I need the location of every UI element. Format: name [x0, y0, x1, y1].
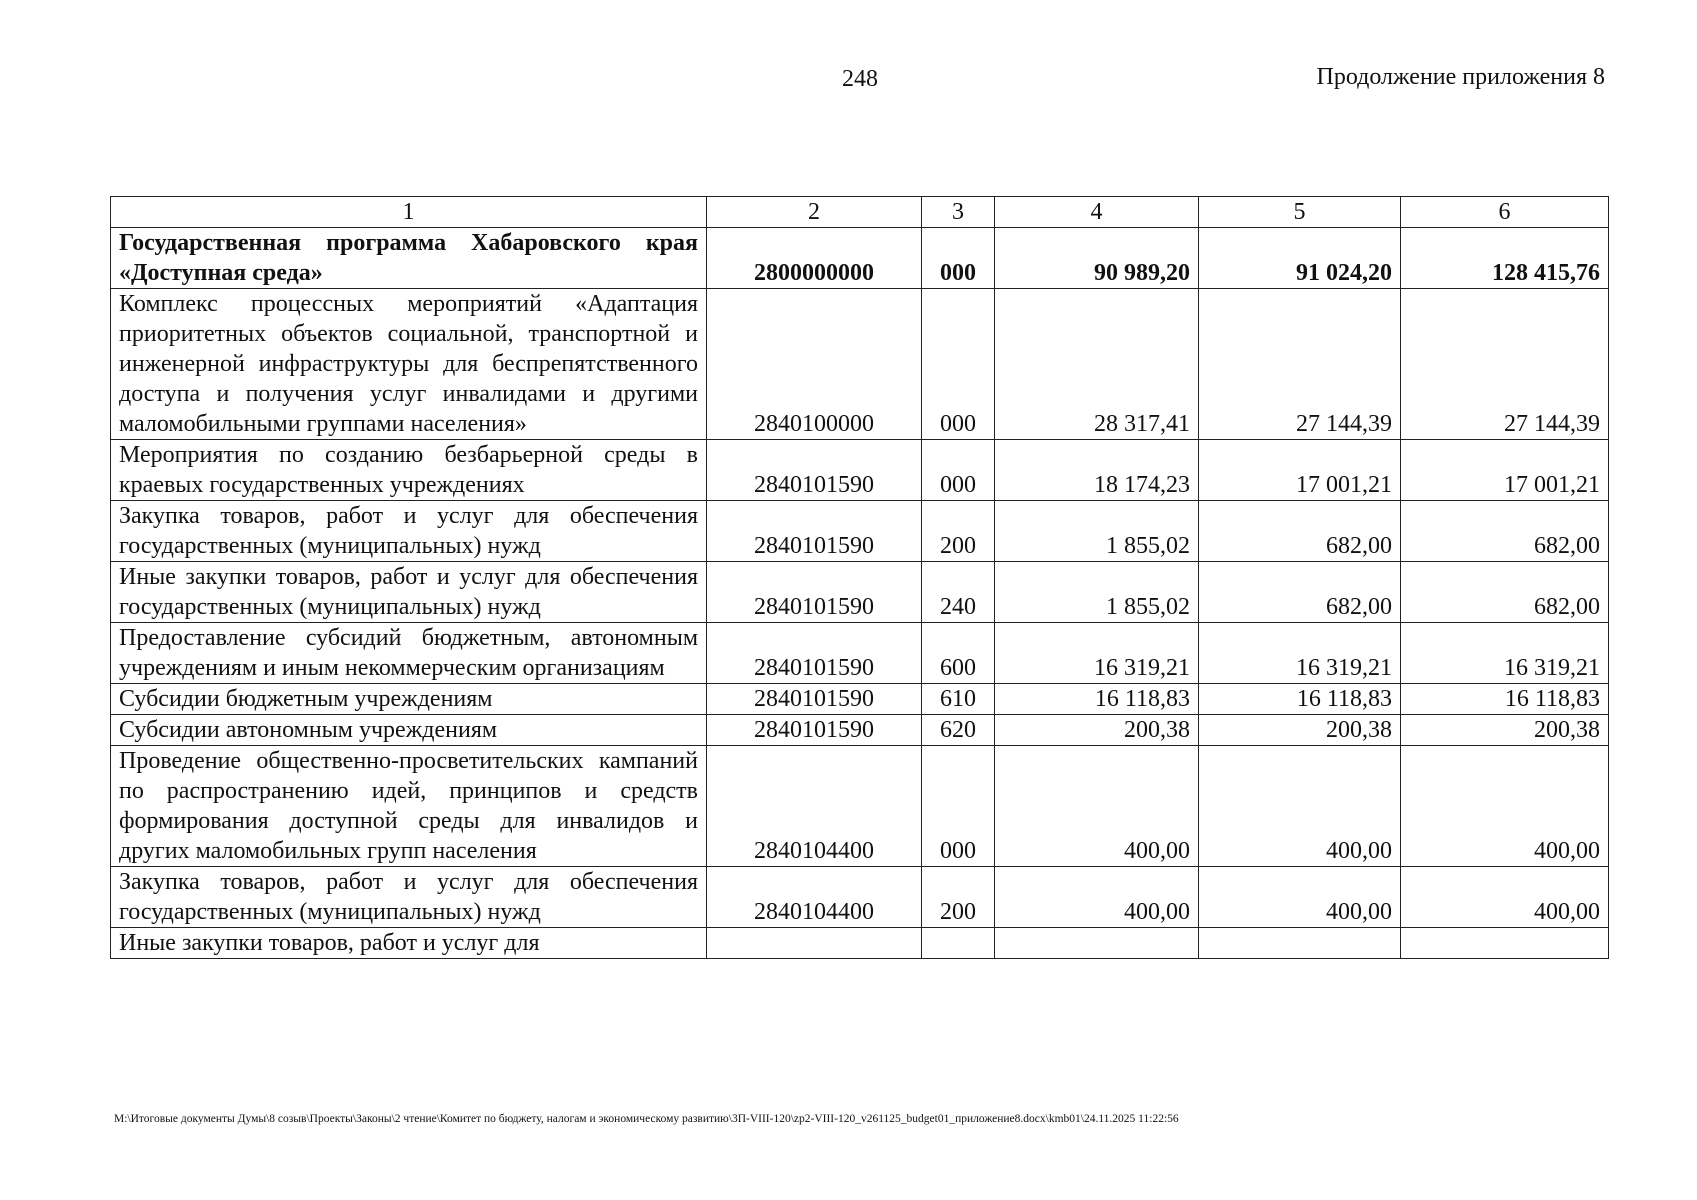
row-code: 2840101590: [707, 501, 922, 562]
row-kvr: 620: [922, 715, 995, 746]
table-row: [111, 289, 1609, 440]
row-value-5: 27 144,39: [1199, 289, 1401, 440]
column-number: 4: [995, 197, 1199, 228]
row-kvr: 600: [922, 623, 995, 684]
column-number: 1: [111, 197, 707, 228]
row-value-6: 200,38: [1401, 715, 1609, 746]
row-value-5: 17 001,21: [1199, 440, 1401, 501]
row-kvr: 200: [922, 867, 995, 928]
row-name: Субсидии автономным учреждениям: [111, 715, 707, 746]
row-value-6: 128 415,76: [1401, 228, 1609, 289]
table-row: [111, 928, 1609, 959]
row-value-4: 400,00: [995, 746, 1199, 867]
row-value-6: 682,00: [1401, 501, 1609, 562]
column-number: 3: [922, 197, 995, 228]
row-kvr: 000: [922, 228, 995, 289]
row-value-5: 682,00: [1199, 501, 1401, 562]
row-kvr: 200: [922, 501, 995, 562]
row-name: Закупка товаров, работ и услуг для обеспечения государственных (муниципальных) нужд: [111, 867, 707, 928]
row-code: 2840104400: [707, 746, 922, 867]
row-value-4: 90 989,20: [995, 228, 1199, 289]
table-row: [111, 228, 1609, 289]
row-value-4: 400,00: [995, 867, 1199, 928]
row-kvr: 610: [922, 684, 995, 715]
row-value-4: 1 855,02: [995, 501, 1199, 562]
row-name: Предоставление субсидий бюджетным, автономным учреждениям и иным некоммерческим организациям: [111, 623, 707, 684]
row-value-5: 16 319,21: [1199, 623, 1401, 684]
row-value-6: 400,00: [1401, 746, 1609, 867]
table-row: [111, 501, 1609, 562]
row-code: 2840101590: [707, 715, 922, 746]
row-value-5: [1199, 928, 1401, 959]
row-code: [707, 928, 922, 959]
row-value-4: 16 118,83: [995, 684, 1199, 715]
row-value-6: 17 001,21: [1401, 440, 1609, 501]
row-value-6: 16 319,21: [1401, 623, 1609, 684]
row-value-4: 18 174,23: [995, 440, 1199, 501]
row-name: Иные закупки товаров, работ и услуг для обеспечения государственных (муниципальных) нужд: [111, 562, 707, 623]
row-value-6: 27 144,39: [1401, 289, 1609, 440]
row-code: 2840100000: [707, 289, 922, 440]
row-value-5: 91 024,20: [1199, 228, 1401, 289]
row-name: Субсидии бюджетным учреждениям: [111, 684, 707, 715]
row-name: Проведение общественно-просветительских кампаний по распространению идей, принципов и средств формирования доступной среды для инвалидов и других маломобильных групп населения: [111, 746, 707, 867]
table-row: [111, 623, 1609, 684]
row-code: 2840101590: [707, 440, 922, 501]
row-code: 2840104400: [707, 867, 922, 928]
row-kvr: 000: [922, 440, 995, 501]
row-value-4: 200,38: [995, 715, 1199, 746]
row-value-4: 16 319,21: [995, 623, 1199, 684]
continuation-label: Продолжение приложения 8: [1316, 64, 1605, 90]
row-name: Иные закупки товаров, работ и услуг для: [111, 928, 707, 959]
column-number: 2: [707, 197, 922, 228]
row-kvr: 000: [922, 289, 995, 440]
row-kvr: 240: [922, 562, 995, 623]
row-value-5: 400,00: [1199, 867, 1401, 928]
row-value-4: 28 317,41: [995, 289, 1199, 440]
row-name: Закупка товаров, работ и услуг для обеспечения государственных (муниципальных) нужд: [111, 501, 707, 562]
row-kvr: [922, 928, 995, 959]
table-row: [111, 562, 1609, 623]
row-value-6: 682,00: [1401, 562, 1609, 623]
row-value-4: [995, 928, 1199, 959]
file-path-footer: M:\Итоговые документы Думы\8 созыв\Проекты\Законы\2 чтение\Комитет по бюджету, налогам и экономическому развитию\3П-VIII-120\zp2-VIII-120_v261125_budget01_приложение8.docx\kmb01\24.11.2025 11:22:56: [114, 1113, 1179, 1125]
table-row: [111, 746, 1609, 867]
row-kvr: 000: [922, 746, 995, 867]
table-row: [111, 715, 1609, 746]
row-value-5: 400,00: [1199, 746, 1401, 867]
table-row: [111, 440, 1609, 501]
column-number: 6: [1401, 197, 1609, 228]
row-code: 2800000000: [707, 228, 922, 289]
column-number-row: [111, 197, 1609, 228]
budget-table: [110, 196, 1609, 959]
row-value-5: 200,38: [1199, 715, 1401, 746]
row-value-6: [1401, 928, 1609, 959]
table-row: [111, 684, 1609, 715]
row-name: Государственная программа Хабаровского края «Доступная среда»: [111, 228, 707, 289]
row-value-6: 400,00: [1401, 867, 1609, 928]
row-name: Мероприятия по созданию безбарьерной среды в краевых государственных учреждениях: [111, 440, 707, 501]
row-name: Комплекс процессных мероприятий «Адаптация приоритетных объектов социальной, транспортной и инженерной инфраструктуры для беспрепятственного доступа и получения услуг инвалидами и другими маломобильными группами населения»: [111, 289, 707, 440]
column-number: 5: [1199, 197, 1401, 228]
row-value-5: 682,00: [1199, 562, 1401, 623]
page-number: 248: [842, 66, 878, 92]
row-value-5: 16 118,83: [1199, 684, 1401, 715]
row-value-4: 1 855,02: [995, 562, 1199, 623]
table-row: [111, 867, 1609, 928]
row-value-6: 16 118,83: [1401, 684, 1609, 715]
row-code: 2840101590: [707, 562, 922, 623]
row-code: 2840101590: [707, 684, 922, 715]
row-code: 2840101590: [707, 623, 922, 684]
